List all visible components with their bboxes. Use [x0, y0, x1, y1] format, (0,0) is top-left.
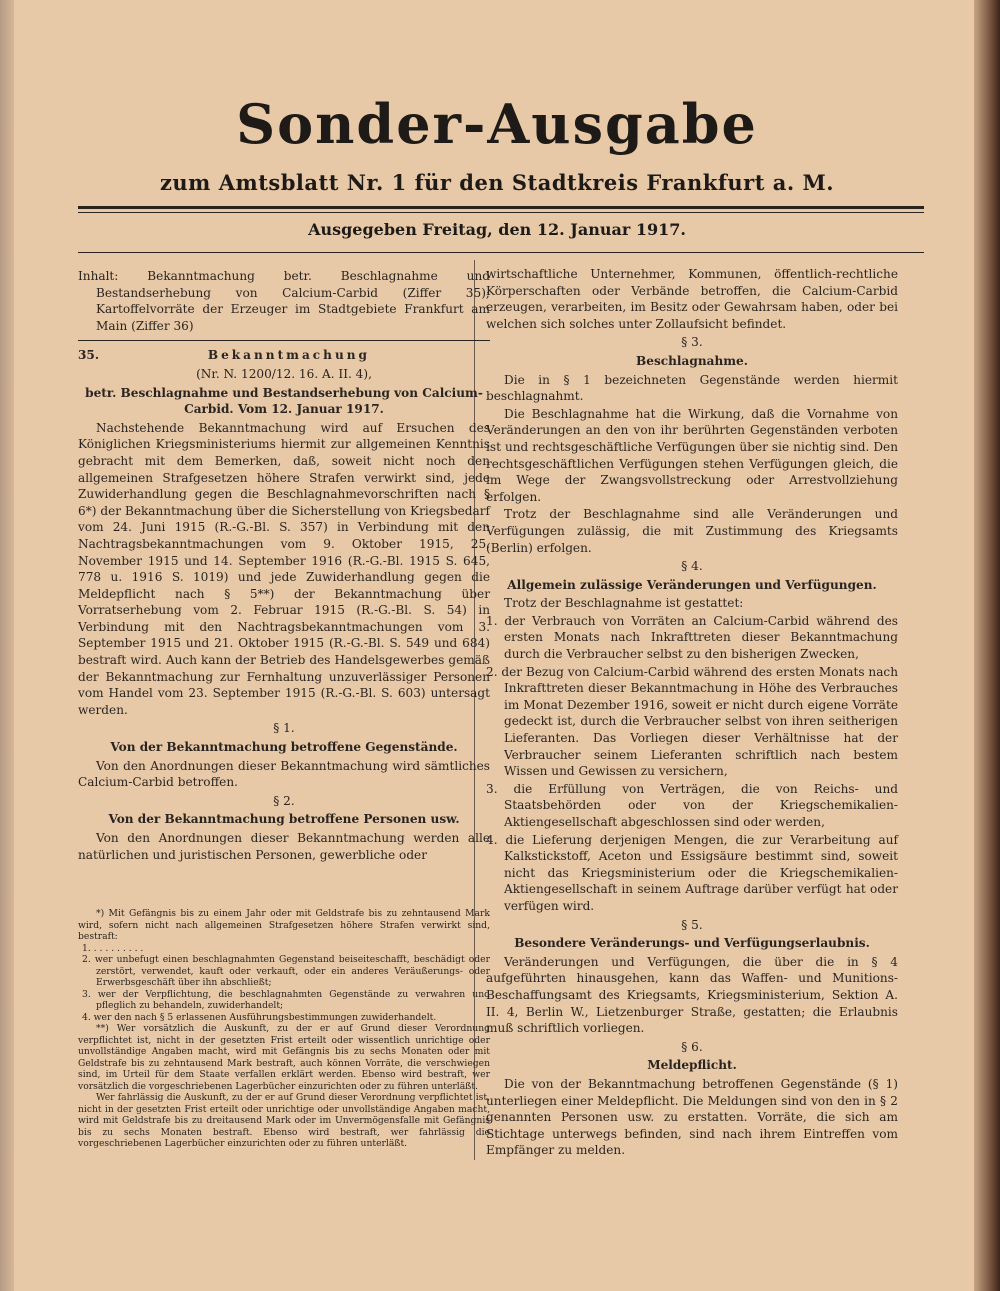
section-5-text: Veränderungen und Verfügungen, die über die in § 4 aufgeführten hinausgehen, kann das Waffen- und Munitions-Beschaffungsamt des Kriegsamts, Kriegsministerium, Sektion A. II. 4, Berlin W., Lietzenburger Straße, gestatten; die Erlaubnis muß schriftlich vorliegen.: [486, 954, 898, 1036]
page-edge-left: [0, 0, 14, 1291]
section-4-number: § 4.: [681, 559, 703, 574]
section-4-title: Allgemein zulässige Veränderungen und Verfügungen.: [507, 577, 877, 592]
section-4-item-1: 1. der Verbrauch von Vorräten an Calcium-Carbid während des ersten Monats nach Inkrafttreten dieser Bekanntmachung durch die Verbraucher selbst zu den bisherigen Zwecken,: [486, 613, 898, 662]
page-title: Sonder-Ausgabe: [236, 92, 758, 156]
section-6-text: Die von der Bekanntmachung betroffenen Gegenstände (§ 1) unterliegen einer Meldepflicht. Die Meldungen sind von den in § 2 genannten Personen usw. zu erstatten. Vorräte, die sich am Stichtage unterwegs befinden, sind nach ihrem Eintreffen vom Empfänger zu melden.: [486, 1076, 898, 1158]
section-3-title: Beschlagnahme.: [636, 353, 748, 368]
notice-number: 35.: [78, 348, 100, 363]
section-3-para-3: Trotz der Beschlagnahme sind alle Veränderungen und Verfügungen zulässig, die mit Zustimmung des Kriegsamts (Berlin) erfolgen.: [486, 507, 898, 555]
footnote-3: Wer fahrlässig die Auskunft, zu der er auf Grund dieser Verordnung verpflichtet ist, nicht in der gesetzten Frist erteilt oder unrichtige oder unvollständige Angaben macht, wird mit Geldstrafe bis zu dreitausend Mark oder im Unvermögensfalle mit Gefängnis bis zu sechs Monaten bestraft. Ebenso wird bestraft, wer fahrlässig die vorgeschriebenen Lagerbücher einzurichten oder zu führen unterläßt.: [78, 1092, 490, 1149]
issue-date: Ausgegeben Freitag, den 12. Januar 1917.: [308, 220, 686, 239]
page-edge-right: [974, 0, 1000, 1291]
section-5-number: § 5.: [681, 917, 703, 932]
notice-header: [78, 347, 490, 364]
section-2-text: Von den Anordnungen dieser Bekanntmachung werden alle natürlichen und juristischen Personen, gewerbliche oder: [78, 831, 490, 862]
section-5-title: Besondere Veränderungs- und Verfügungserlaubnis.: [514, 936, 870, 951]
section-1-number: § 1.: [273, 721, 295, 736]
section-3-number: § 3.: [681, 335, 703, 350]
footnote-1-item-3: 3. wer der Verpflichtung, die beschlagnahmten Gegenstände zu verwahren und pfleglich zu behandeln, zuwiderhandelt;: [82, 988, 490, 1011]
section-3-para-1: Die in § 1 bezeichneten Gegenstände werden hiermit beschlagnahmt.: [486, 372, 898, 404]
footnote-1-item-2: 2. wer unbefugt einen beschlagnahmten Gegenstand beiseiteschafft, beschädigt oder zerstört, verwendet, kauft oder verkauft, oder ein anderes Veräußerungs- oder Erwerbsgeschäft über ihn abschließt;: [82, 954, 490, 988]
footnote-1: *) Mit Gefängnis bis zu einem Jahr oder mit Geldstrafe bis zu zehntausend Mark wird, sofern nicht nach allgemeinen Strafgesetzen höhere Strafen verwirkt sind, bestraft:: [78, 908, 490, 942]
section-6-title: Meldepflicht.: [647, 1058, 737, 1073]
right-column: [486, 266, 898, 1160]
date-rule: [78, 252, 924, 253]
section-4-item-4: 4. die Lieferung derjenigen Mengen, die zur Verarbeitung auf Kalkstickstoff, Aceton und Essigsäure bestimmt sind, soweit nicht das Kriegsministerium oder die Kriegschemikalien-Aktiengesellschaft in seinem Auftrage darüber verfügt hat oder verfügen wird.: [486, 832, 898, 913]
footnote-1-item-1: 1. . . . . . . . . .: [82, 942, 144, 954]
section-4-intro: Trotz der Beschlagnahme ist gestattet:: [504, 596, 744, 611]
footnote-2: **) Wer vorsätzlich die Auskunft, zu der er auf Grund dieser Verordnung verpflichtet ist, nicht in der gesetzten Frist erteilt oder wissentlich unrichtige oder unvollständige Angaben macht, wird mit Gefängnis bis zu sechs Monaten oder mit Geldstrafe bis zu zehntausend Mark bestraft, auch können Vorräte, die verschwiegen sind, im Urteil für dem Staate verfallen erklärt werden. Ebenso wird bestraft, wer vorsätzlich die vorgeschriebenen Lagerbücher einzurichten oder zu führen unterläßt.: [78, 1023, 490, 1092]
section-1-text: Von den Anordnungen dieser Bekanntmachung wird sämtliches Calcium-Carbid betroffen.: [78, 758, 490, 790]
footnote-1-item-4: 4. wer den nach § 5 erlassenen Ausführungsbestimmungen zuwiderhandelt.: [82, 1011, 437, 1023]
header-rule-thin: [78, 212, 924, 213]
contents-rule: [78, 340, 490, 341]
section-1-title: Von der Bekanntmachung betroffene Gegenstände.: [110, 740, 458, 755]
notice-intro: Nachstehende Bekanntmachung wird auf Ersuchen des Königlichen Kriegsministeriums hiermit zur allgemeinen Kenntnis gebracht mit dem Bemerken, daß, soweit nicht noch den allgemeinen Strafgesetzen höhere Strafen verwirkt sind, jede Zuwiderhandlung gegen die Beschlagnahmevorschriften nach § 6*) der Bekanntmachung über die Sicherstellung von Kriegsbedarf vom 24. Juni 1915 (R.-G.-Bl. S. 357) in Verbindung mit den Nachtragsbekanntmachungen vom 9. Oktober 1915, 25. November 1915 und 14. September 1916 (R.-G.-Bl. 1915 S. 645, 778 u. 1916 S. 1019) und jede Zuwiderhandlung gegen die Meldepflicht nach § 5**) der Bekanntmachung über Vorratserhebung vom 2. Februar 1915 (R.-G.-Bl. S. 54) in Verbindung mit den Nachtragsbekanntmachungen vom 3. September 1915 und 21. Oktober 1915 (R.-G.-Bl. S. 549 und 684) bestraft wird. Auch kann der Betrieb des Handelsgewerbes gemäß der Bekanntmachung zur Fernhaltung unzuverlässiger Personen vom Handel vom 23. September 1915 (R.-G.-Bl. S. 603) untersagt werden.: [78, 420, 490, 717]
notice-heading: Bekanntmachung: [207, 348, 370, 363]
section-3-para-2: Die Beschlagnahme hat die Wirkung, daß die Vornahme von Veränderungen an den von ihr berührten Gegenständen verboten ist und rechtsgeschäftliche Verfügungen über sie nichtig sind. Den rechtsgeschäftlichen Verfügungen stehen Verfügungen gleich, die im Wege der Zwangsvollstreckung oder Arrestvollziehung erfolgen.: [486, 406, 898, 504]
header-rule: [78, 206, 924, 209]
newspaper-page: [30, 0, 964, 1291]
table-of-contents: Inhalt: Bekanntmachung betr. Beschlagnahme und Bestandserhebung von Calcium-Carbid (Ziffer 35); Kartoffelvorräte der Erzeuger im Stadtgebiete Frankfurt am Main (Ziffer 36): [78, 269, 490, 333]
page-subtitle: zum Amtsblatt Nr. 1 für den Stadtkreis Frankfurt a. M.: [159, 170, 835, 195]
section-4-item-3: 3. die Erfüllung von Verträgen, die von Reichs- und Staatsbehörden oder von der Kriegschemikalien-Aktiengesellschaft abgeschlossen sind oder werden,: [486, 781, 898, 829]
notice-reference: (Nr. N. 1200/12. 16. A. II. 4),: [196, 366, 372, 381]
section-6-number: § 6.: [681, 1039, 703, 1054]
notice-subject: betr. Beschlagnahme und Bestandserhebung von Calcium-Carbid. Vom 12. Januar 1917.: [85, 385, 483, 417]
section-2-number: § 2.: [273, 793, 295, 808]
left-column: [78, 268, 490, 864]
footnotes: [78, 908, 490, 1150]
section-4-item-2: 2. der Bezug von Calcium-Carbid während des ersten Monats nach Inkrafttreten dieser Bekanntmachung in Höhe des Verbrauches im Monat Dezember 1916, soweit er nicht durch eigene Vorräte gedeckt ist, durch die Verbraucher selbst von ihren seitherigen Lieferanten. Das Vorliegen dieser Verhältnisse hat der Verbraucher seinem Lieferanten schriftlich nach bestem Wissen und Gewissen zu versichern,: [486, 664, 898, 779]
section-2-continuation: wirtschaftliche Unternehmer, Kommunen, öffentlich-rechtliche Körperschaften oder Verbände betroffen, die Calcium-Carbid erzeugen, verarbeiten, im Besitz oder Gewahrsam haben, oder bei welchen sich solches unter Zollaufsicht befindet.: [486, 267, 898, 331]
section-2-title: Von der Bekanntmachung betroffene Personen usw.: [108, 812, 460, 827]
